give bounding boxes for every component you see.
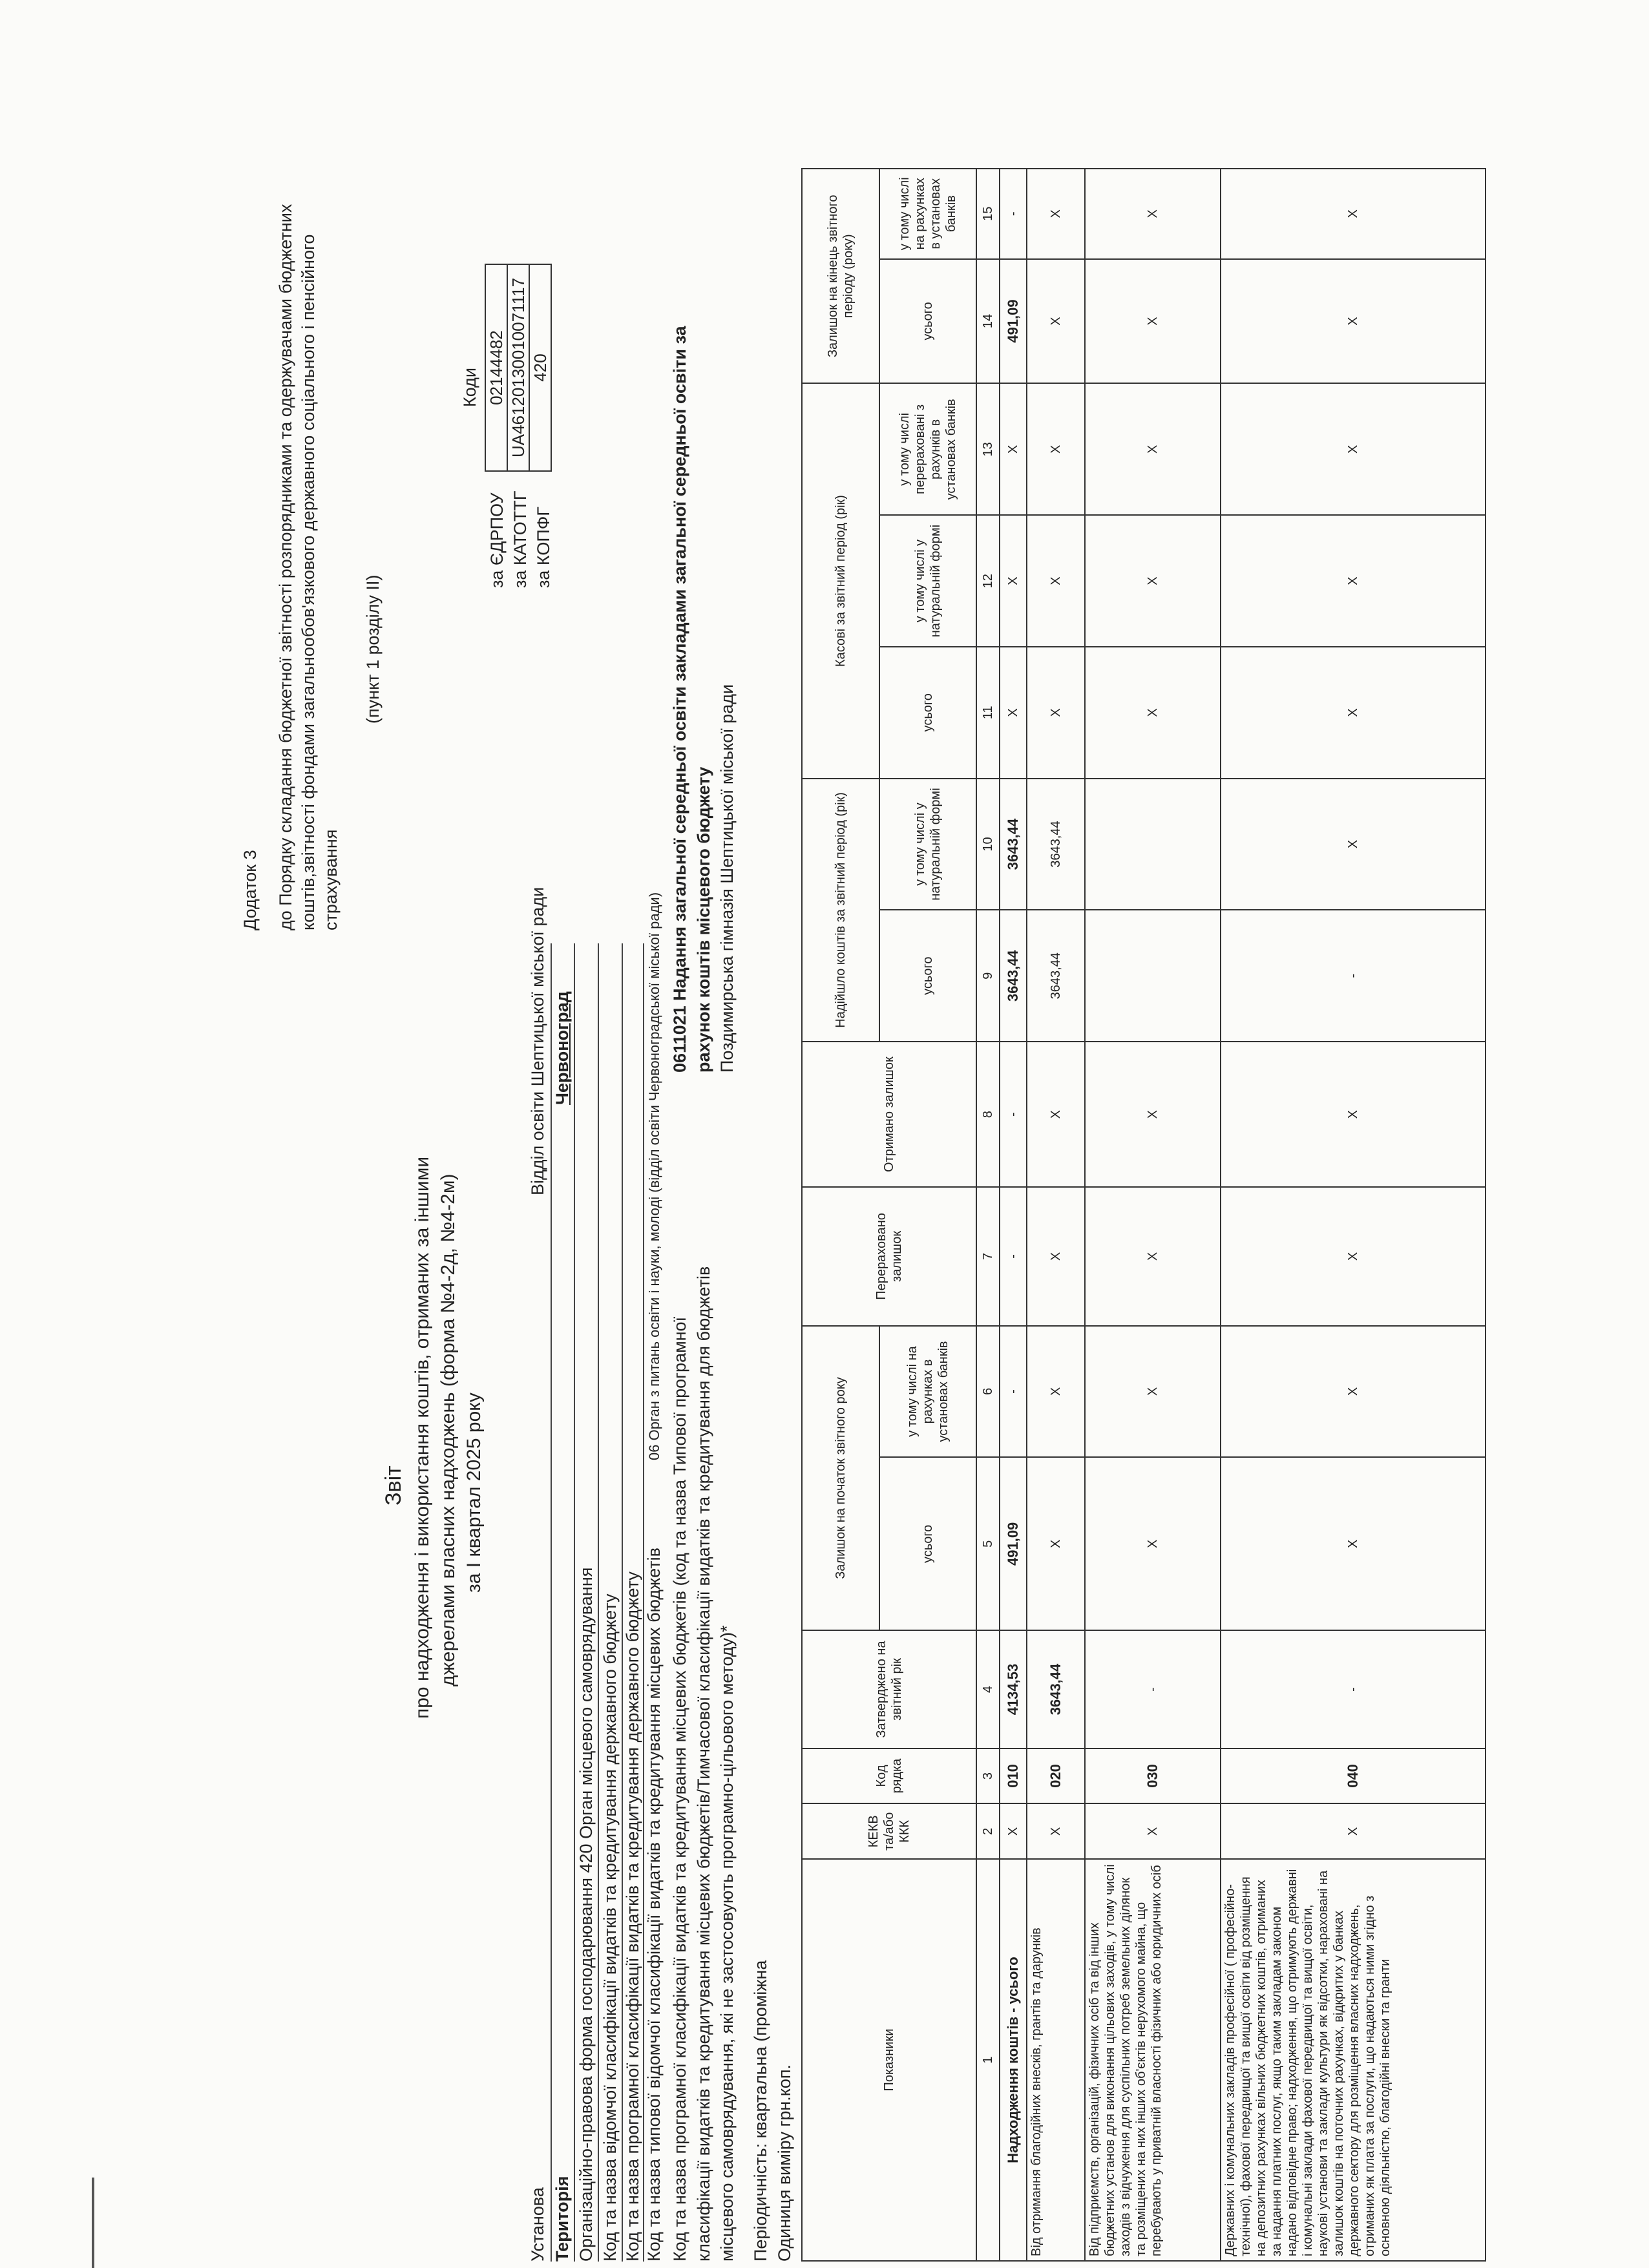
program-local-value: 0611021 Надання загальної середньої освіти закладами загальної середньої освіти за bbox=[670, 326, 689, 1073]
program-local-value-3: Поздимирська гімназія Шептицької міської ради bbox=[717, 684, 737, 1073]
program-classification: Код та назва програмної класифікації видатків та кредитування державного бюджету bbox=[623, 1571, 642, 2262]
row-name: Державних і комунальних закладів професійної ( професійно-технічної), фахової передвищої та вищої освіти від розміщення на депозитних рахунках вільних бюджетних коштів, отриманих за надання платних послуг, якщо таким закладам законом надано відповідне право; надходження, що отримують державні і комунальні заклади фахової передвищої та вищої освіти, наукові установи та заклади культури як відсотки, нараховані на залишок коштів на поточних рахунках, відкритих у банках державного сектору для розміщення власних надходжень, отриманих як плата за послуги, що надаються ними згідно з основною діяльністю, благодійні внески та гранти bbox=[1221, 1859, 1486, 2261]
cell: - bbox=[1221, 1630, 1486, 1748]
cell bbox=[1085, 910, 1221, 1042]
col-num: 14 bbox=[976, 259, 1000, 384]
cell: X bbox=[1027, 515, 1085, 647]
cell: X bbox=[1027, 1457, 1085, 1630]
typical-local-value: 06 Орган з питань освіти і науки, молоді (відділ освіти Червоноградської міської ради) bbox=[646, 892, 662, 1460]
cell: 491,09 bbox=[1000, 1457, 1027, 1630]
header-indicators: Показники bbox=[802, 1859, 976, 2261]
program-local-label-2: класифікації видатків та кредитування місцевих бюджетів/Тимчасової класифікації видатків та кредитування для бюджетів bbox=[694, 1266, 713, 2262]
col-num: 10 bbox=[976, 779, 1000, 910]
header-receipts-natural: у тому числі у натуральній формі bbox=[879, 779, 976, 910]
institution-label: Установа bbox=[528, 2187, 547, 2262]
cell: X bbox=[1027, 1187, 1085, 1325]
col-num: 11 bbox=[976, 647, 1000, 779]
institution-value: Відділ освіти Шептицької міської ради bbox=[528, 887, 547, 1195]
header-approved: Затверджено на звітний рік bbox=[802, 1630, 976, 1748]
cell: X bbox=[1027, 647, 1085, 779]
annex-line-2: коштів,звітності фондами загальнообов'язкового державного соціального і пенсійного bbox=[299, 234, 318, 930]
territory-value: Червоноград bbox=[552, 991, 572, 1105]
col-num: 6 bbox=[976, 1326, 1000, 1458]
header-balance-end-total: усього bbox=[879, 259, 976, 384]
code-kopfg: 420 bbox=[529, 264, 551, 471]
report-period: за І квартал 2025 року bbox=[463, 1392, 485, 1593]
cell: - bbox=[1085, 1630, 1221, 1748]
report-line-1: про надходження і використання коштів, отриманих за іншими bbox=[412, 1156, 433, 1719]
program-local-label-3: місцевого самоврядування, які не застосовують програмно-цільового методу)* bbox=[717, 1625, 737, 2262]
cell: X bbox=[1085, 1187, 1221, 1325]
cell: - bbox=[1000, 1326, 1027, 1458]
cell: X bbox=[1221, 1042, 1486, 1187]
cell: X bbox=[1000, 384, 1027, 516]
cell: 3643,44 bbox=[1027, 779, 1085, 910]
typical-local-label: Код та назва типової відомчої класифікації видатків та кредитування місцевих бюджетів bbox=[644, 1548, 664, 2262]
cell: X bbox=[1027, 259, 1085, 384]
codes-header: Коди bbox=[460, 368, 479, 407]
cell: - bbox=[1000, 1187, 1027, 1325]
cell: X bbox=[1000, 1803, 1027, 1859]
cell: X bbox=[1027, 169, 1085, 259]
program-local-label: Код та назва програмної класифікації видатків та кредитування місцевих бюджетів (код та назва Типової програмної bbox=[670, 1316, 689, 2262]
code-edrpou: 02144482 bbox=[485, 264, 507, 471]
cell: X bbox=[1221, 259, 1486, 384]
col-num: 7 bbox=[976, 1187, 1000, 1325]
col-num: 8 bbox=[976, 1042, 1000, 1187]
row-name: Надходження коштів - усього bbox=[1000, 1859, 1027, 2261]
cell: X bbox=[1085, 1042, 1221, 1187]
cell: 010 bbox=[1000, 1748, 1027, 1804]
cell: - bbox=[1221, 910, 1486, 1042]
cell: X bbox=[1027, 1803, 1085, 1859]
cell: X bbox=[1221, 515, 1486, 647]
col-num: 3 bbox=[976, 1748, 1000, 1804]
unit-of-measure: Одиниця виміру грн.коп. bbox=[775, 2064, 794, 2262]
header-balance-start-accounts: у тому числі на рахунках в установах банків bbox=[879, 1326, 976, 1458]
code-katottg: UA46120130010071117 bbox=[507, 264, 529, 471]
cell: 020 bbox=[1027, 1748, 1085, 1804]
annex-line-1: до Порядку складання бюджетної звітності розпорядниками та одержувачами бюджетних bbox=[276, 204, 295, 930]
cell: X bbox=[1221, 384, 1486, 516]
col-num: 1 bbox=[976, 1859, 1000, 2261]
header-cash-transferred: у тому числі перераховані з рахунків в установах банків bbox=[879, 384, 976, 516]
cell: 3643,44 bbox=[1000, 910, 1027, 1042]
header-cash-expenses: Касові за звітний період (рік) bbox=[802, 384, 879, 779]
annex-point: (пункт 1 розділу ІІ) bbox=[363, 574, 383, 724]
program-local-value-2: рахунок коштів місцевого бюджету bbox=[694, 766, 713, 1073]
cell: X bbox=[1085, 1326, 1221, 1458]
cell: X bbox=[1221, 1457, 1486, 1630]
col-num: 2 bbox=[976, 1803, 1000, 1859]
header-balance-start: Залишок на початок звітного року bbox=[802, 1326, 879, 1631]
cell: X bbox=[1221, 779, 1486, 910]
col-num: 15 bbox=[976, 169, 1000, 259]
cell: X bbox=[1085, 384, 1221, 516]
report-title: Звіт bbox=[381, 1465, 406, 1506]
codes-box bbox=[485, 264, 552, 472]
cell: X bbox=[1221, 1326, 1486, 1458]
header-balance-end: Залишок на кінець звітного періоду (року) bbox=[802, 169, 879, 384]
col-num: 5 bbox=[976, 1457, 1000, 1630]
table-row bbox=[1221, 169, 1486, 2261]
report-line-2: джерелами власних надходжень (форма №4-2д, №4-2м) bbox=[437, 1173, 459, 1686]
cell: X bbox=[1221, 169, 1486, 259]
cell bbox=[1085, 779, 1221, 910]
header-cash-total: усього bbox=[879, 647, 976, 779]
row-name: Від підприємств, організацій, фізичних осіб та від інших бюджетних установ для виконання цільових заходів, у тому числі заходів з відчуження для суспільних потреб земельних ділянок та розміщених на них інших об'єктів нерухомого майна, що перебувають у приватній власності фізичних або юридичних осіб bbox=[1085, 1859, 1221, 2261]
column-number-row bbox=[976, 169, 1000, 2261]
cell: 3643,44 bbox=[1027, 1630, 1085, 1748]
cell: 030 bbox=[1085, 1748, 1221, 1804]
cell: - bbox=[1000, 169, 1027, 259]
cell: X bbox=[1085, 169, 1221, 259]
cell: - bbox=[1000, 1042, 1027, 1187]
cell: X bbox=[1221, 1803, 1486, 1859]
annex-title: Додаток 3 bbox=[240, 850, 260, 930]
header-receipts: Надійшло коштів за звітний період (рік) bbox=[802, 779, 879, 1042]
code-label-katottg: за КАТОТТГ bbox=[510, 490, 530, 588]
cell: X bbox=[1027, 1042, 1085, 1187]
table-row bbox=[1085, 169, 1221, 2261]
cell: X bbox=[1221, 647, 1486, 779]
table-row bbox=[1027, 169, 1085, 2261]
code-label-edrpou: за ЄДРПОУ bbox=[487, 492, 507, 588]
cell: X bbox=[1085, 1803, 1221, 1859]
cell: X bbox=[1085, 259, 1221, 384]
header-balance-start-total: усього bbox=[879, 1457, 976, 1630]
col-num: 13 bbox=[976, 384, 1000, 516]
cell: X bbox=[1027, 384, 1085, 516]
header-kekv: КЕКВ та/або ККК bbox=[802, 1803, 976, 1859]
header-receipts-total: усього bbox=[879, 910, 976, 1042]
header-received: Отримано залишок bbox=[802, 1042, 976, 1187]
cell: 3643,44 bbox=[1000, 779, 1027, 910]
cell: X bbox=[1221, 1187, 1486, 1325]
header-row-code: Код рядка bbox=[802, 1748, 976, 1804]
cell: X bbox=[1085, 647, 1221, 779]
periodicity: Періодичність: квартальна (проміжна bbox=[751, 1960, 770, 2262]
cell: X bbox=[1027, 1326, 1085, 1458]
org-form: Організаційно-правова форма господарювання 420 Орган місцевого самоврядування bbox=[576, 1567, 596, 2262]
report-table bbox=[801, 168, 1486, 2262]
col-num: 9 bbox=[976, 910, 1000, 1042]
col-num: 12 bbox=[976, 515, 1000, 647]
cell: X bbox=[1000, 515, 1027, 647]
col-num: 4 bbox=[976, 1630, 1000, 1748]
territory-label: Територія bbox=[552, 2176, 572, 2262]
cell: 3643,44 bbox=[1027, 910, 1085, 1042]
cell: 491,09 bbox=[1000, 259, 1027, 384]
header-cash-natural: у тому числі у натуральній формі bbox=[879, 515, 976, 647]
header-balance-end-accounts: у тому числі на рахунках в установах банків bbox=[879, 169, 976, 259]
code-label-kopfg: за КОПФГ bbox=[534, 507, 553, 588]
header-transferred: Перераховано залишок bbox=[802, 1187, 976, 1325]
table-row bbox=[1000, 169, 1027, 2261]
row-name: Від отримання благодійних внесків, грантів та дарунків bbox=[1027, 1859, 1085, 2261]
cell: 4134,53 bbox=[1000, 1630, 1027, 1748]
dept-classification: Код та назва відомчої класифікації видатків та кредитування державного бюджету bbox=[600, 1593, 620, 2262]
annex-line-3: страхування bbox=[321, 829, 341, 930]
cell: X bbox=[1085, 1457, 1221, 1630]
cell: X bbox=[1085, 515, 1221, 647]
cell: 040 bbox=[1221, 1748, 1486, 1804]
cell: X bbox=[1000, 647, 1027, 779]
